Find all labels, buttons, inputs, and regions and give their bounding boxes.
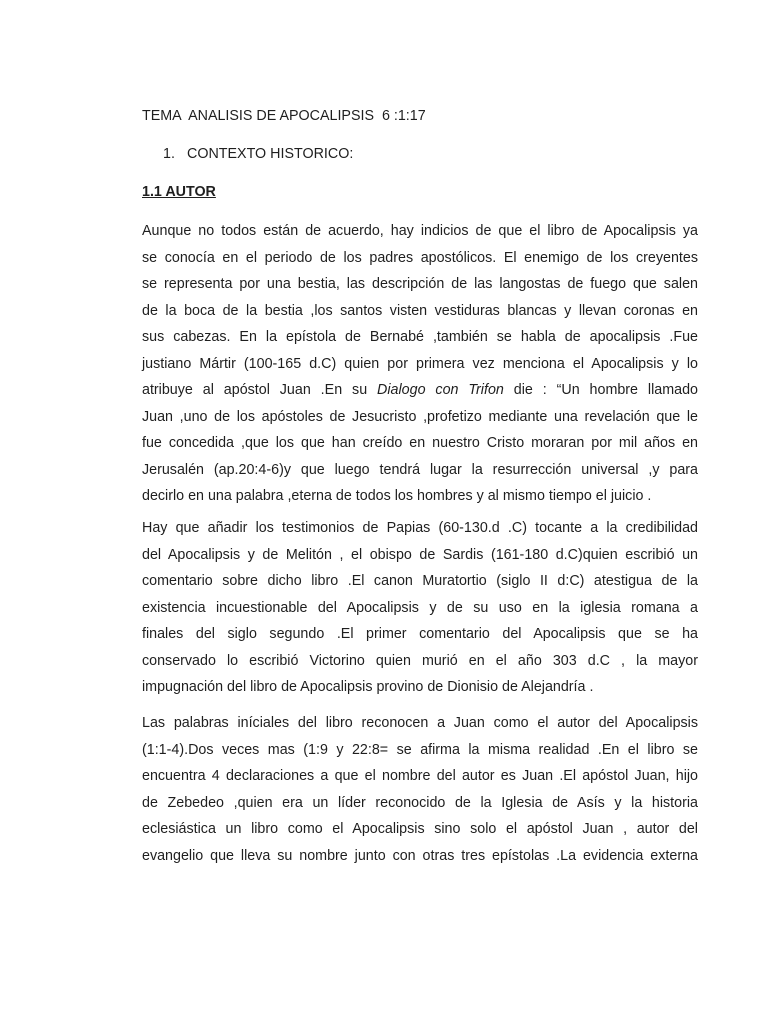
section-heading: 1.1 AUTOR [142, 184, 216, 200]
paragraph-line: Las palabras iníciales del libro reconocen a Juan como el autor del Apocalipsis [142, 715, 698, 731]
list-number: 1. [163, 146, 175, 162]
paragraph-line: Jerusalén (ap.20:4-6)y que luego tendrá lugar la resurrección universal ,y para [142, 461, 698, 478]
paragraph-line: de la boca de la bestia ,los santos visten vestiduras blancas y llevan coronas en [142, 302, 698, 319]
paragraph-line: Juan ,uno de los apóstoles de Jesucristo ,profetizo mediante una revelación que le [142, 408, 698, 425]
paragraph-line: se conocía en el periodo de los padres apostólicos. El enemigo de los creyentes [142, 249, 698, 266]
document-title: TEMA ANALISIS DE APOCALIPSIS 6 :1:17 [142, 108, 426, 124]
paragraph-line-with-italic [142, 377, 698, 404]
paragraph-line: conservado lo escribió Victorino quien murió en el año 303 d.C , la mayor [142, 652, 698, 669]
paragraph-line: del Apocalipsis y de Melitón , el obispo de Sardis (161-180 d.C)quien escribió un [142, 546, 698, 563]
line-text: atribuye al apóstol Juan .En su [142, 382, 378, 398]
numbered-list-item [163, 145, 353, 163]
paragraph-2 [142, 515, 698, 701]
paragraph-line: sus cabezas. En la epístola de Bernabé ,también se habla de apocalipsis .Fue [142, 329, 698, 345]
paragraph-line: de Zebedeo ,quien era un líder reconocido de la Iglesia de Asís y la historia [142, 794, 698, 811]
paragraph-line: se representa por una bestia, las descripción de las langostas de fuego que salen [142, 276, 698, 292]
paragraph-line: justiano Mártir (100-165 d.C) quien por primera vez menciona el Apocalipsis y lo [142, 355, 698, 372]
paragraph-line: Hay que añadir los testimonios de Papias (60-130.d .C) tocante a la credibilidad [142, 520, 698, 536]
paragraph-line: eclesiástica un libro como el Apocalipsis sino solo el apóstol Juan , autor del [142, 821, 698, 837]
paragraph-line: impugnación del libro de Apocalipsis provino de Dionisio de Alejandría . [142, 679, 594, 695]
paragraph-line: evangelio que lleva su nombre junto con otras tres epístolas .La evidencia externa [142, 847, 698, 864]
paragraph-line: comentario sobre dicho libro .El canon Muratortio (siglo II d:C) atestigua de la [142, 573, 698, 589]
paragraph-line: Aunque no todos están de acuerdo, hay indicios de que el libro de Apocalipsis ya [142, 223, 698, 239]
list-item-text: CONTEXTO HISTORICO: [187, 146, 354, 162]
paragraph-1 [142, 218, 698, 510]
paragraph-line: fue concedida ,que los que han creído en nuestro Cristo moraran por mil años en [142, 435, 698, 451]
line-text: die : “Un hombre llamado [503, 382, 698, 398]
paragraph-line: existencia incuestionable del Apocalipsis y de su uso en la iglesia romana a [142, 599, 698, 616]
italic-book-title: Dialogo con Trifon [377, 382, 504, 398]
paragraph-line: finales del siglo segundo .El primer comentario del Apocalipsis que se ha [142, 626, 698, 642]
paragraph-3 [142, 710, 698, 869]
paragraph-line: (1:1-4).Dos veces mas (1:9 y 22:8= se afirma la misma realidad .En el libro se [142, 741, 698, 758]
paragraph-line: encuentra 4 declaraciones a que el nombre del autor es Juan .El apóstol Juan, hijo [142, 768, 698, 784]
paragraph-line: decirlo en una palabra ,eterna de todos los hombres y al mismo tiempo el juicio . [142, 488, 652, 504]
